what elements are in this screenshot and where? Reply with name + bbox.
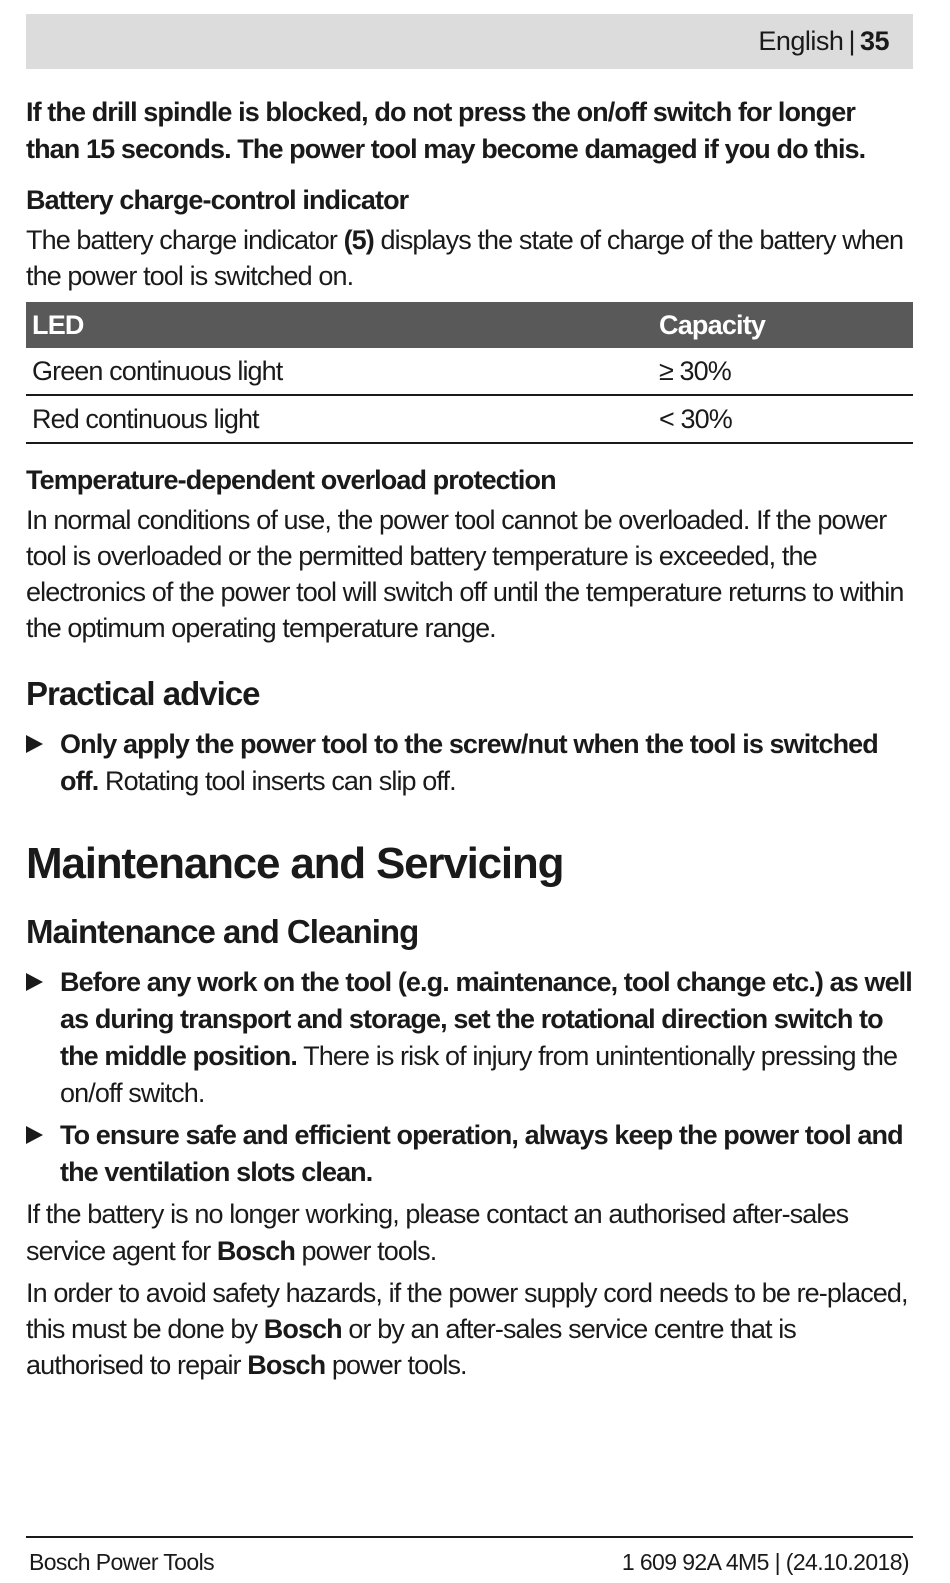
page-content bbox=[26, 94, 913, 1383]
cord-replacement-text bbox=[26, 1275, 913, 1383]
text-part: power tools. bbox=[325, 1350, 467, 1380]
bullet-triangle-icon bbox=[26, 1126, 43, 1144]
practical-heading: Practical advice bbox=[26, 675, 260, 712]
bullet-text bbox=[60, 964, 913, 1112]
table-header-row bbox=[26, 302, 913, 348]
led-cell: Green continuous light bbox=[26, 348, 653, 395]
battery-service-text bbox=[26, 1196, 913, 1270]
page-number: 35 bbox=[859, 26, 889, 56]
text-part: If the battery is no longer working, please contact an authorised after-sales service agent for bbox=[26, 1199, 849, 1266]
overload-heading: Temperature-dependent overload protection bbox=[26, 465, 556, 495]
header-language: English bbox=[758, 26, 844, 56]
practical-bullet bbox=[26, 726, 913, 800]
page-footer bbox=[26, 1536, 913, 1576]
warning-text: If the drill spindle is blocked, do not press the on/off switch for longer than 15 seconds. The power tool may become damaged if you do this. bbox=[26, 97, 866, 164]
page-header bbox=[26, 14, 913, 69]
brand-name: Bosch bbox=[263, 1314, 342, 1344]
column-header-capacity: Capacity bbox=[653, 302, 913, 348]
column-header-led: LED bbox=[26, 302, 653, 348]
bullet-normal-text: There is risk of injury from unintentionally pressing the on/off switch. bbox=[60, 1041, 898, 1108]
bullet-triangle-icon bbox=[26, 735, 43, 753]
bullet-bold-text: Before any work on the tool (e.g. maintenance, tool change etc.) as well as during transport and storage, set the rotational direction switch to the middle position. bbox=[60, 967, 912, 1071]
maintenance-bullet-1 bbox=[26, 964, 913, 1112]
brand-name: Bosch bbox=[216, 1236, 295, 1266]
capacity-cell: < 30% bbox=[653, 395, 913, 443]
battery-text-a: The battery charge indicator bbox=[26, 225, 344, 255]
bullet-bold-text: Only apply the power tool to the screw/nut when the tool is switched off. bbox=[60, 729, 878, 796]
table-row bbox=[26, 395, 913, 443]
battery-ref: (5) bbox=[343, 225, 374, 255]
bullet-text bbox=[60, 726, 913, 800]
header-separator: | bbox=[848, 26, 855, 56]
table-row bbox=[26, 348, 913, 395]
footer-left: Bosch Power Tools bbox=[29, 1549, 214, 1575]
bullet-triangle-icon bbox=[26, 973, 43, 991]
battery-text-b: displays the state of charge of the battery when the power tool is switched on. bbox=[26, 225, 904, 291]
maintenance-bullet-2 bbox=[26, 1117, 913, 1191]
text-part: power tools. bbox=[294, 1236, 437, 1266]
led-cell: Red continuous light bbox=[26, 395, 653, 443]
led-capacity-table bbox=[26, 302, 913, 444]
bullet-bold-text: To ensure safe and efficient operation, always keep the power tool and the ventilation slots clean. bbox=[60, 1120, 903, 1187]
text-part: In order to avoid safety hazards, if the power supply cord needs to be re-placed, this must be done by bbox=[26, 1278, 908, 1344]
brand-name: Bosch bbox=[247, 1350, 326, 1380]
overload-text: In normal conditions of use, the power tool cannot be overloaded. If the power tool is overloaded or the permitted battery temperature is exceeded, the electronics of the power tool will switch off until the temperature returns to within the optimum operating temperature range. bbox=[26, 505, 904, 643]
maintenance-subheading: Maintenance and Cleaning bbox=[26, 913, 419, 950]
bullet-normal-text: Rotating tool inserts can slip off. bbox=[98, 766, 456, 796]
battery-text bbox=[26, 222, 913, 294]
capacity-cell: ≥ 30% bbox=[653, 348, 913, 395]
text-part: or by an after-sales service centre that is authorised to repair bbox=[26, 1314, 796, 1380]
battery-heading: Battery charge-control indicator bbox=[26, 185, 409, 215]
footer-right: 1 609 92A 4M5 | (24.10.2018) bbox=[621, 1549, 909, 1575]
maintenance-title: Maintenance and Servicing bbox=[26, 839, 564, 888]
